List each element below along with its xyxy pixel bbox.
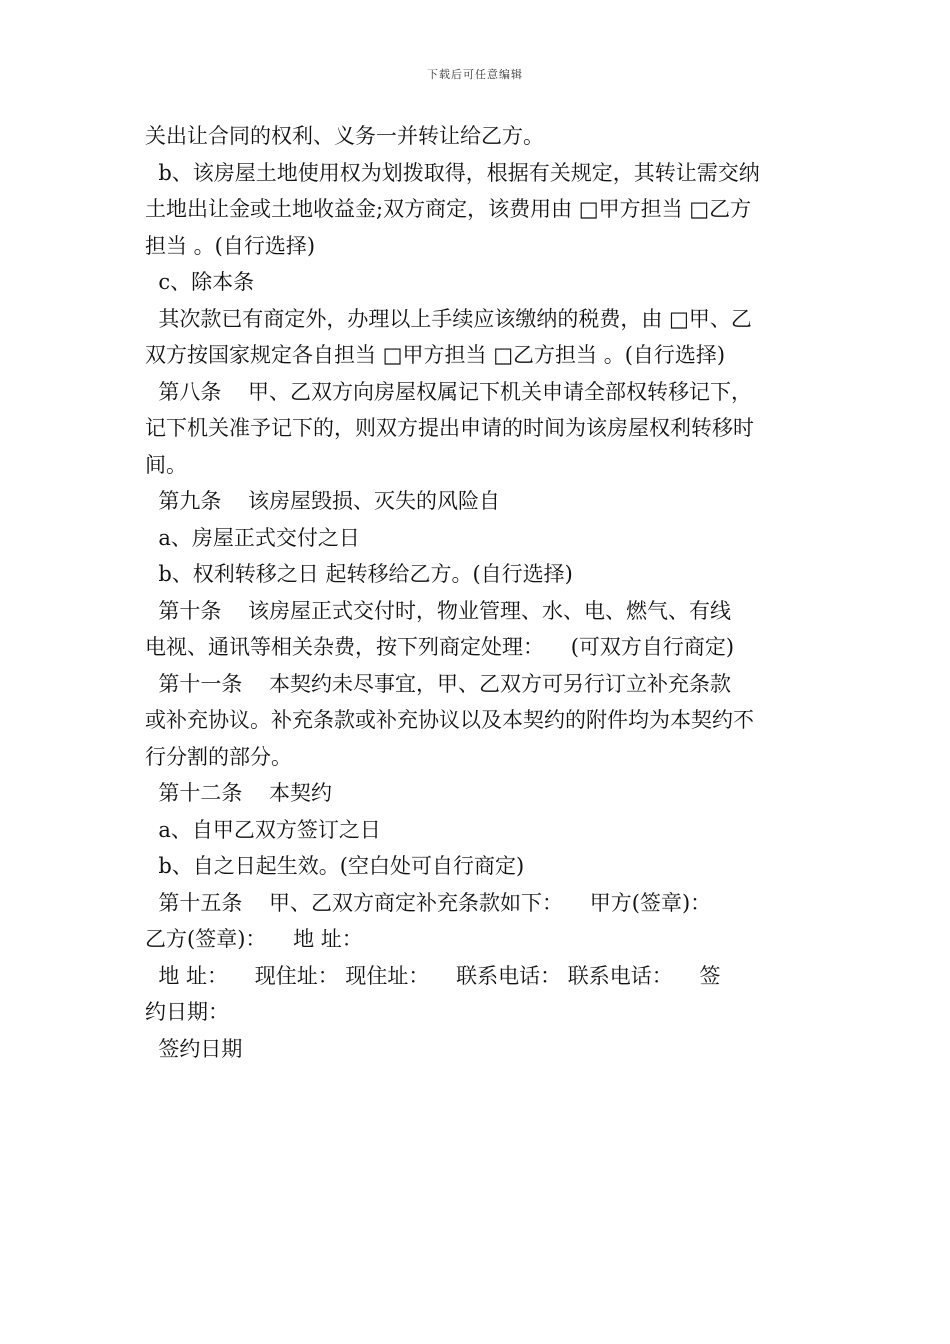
text-line: 双方按国家规定各自担当 □甲方担当 □乙方担当 。(自行选择) [145, 343, 726, 367]
text-line: 第八条 甲、乙双方向房屋权属记下机关申请全部权转移记下， [145, 379, 753, 404]
text-line: 第十五条 甲、乙双方商定补充条款如下： 甲方(签章)： [145, 890, 712, 915]
contract-body [145, 118, 825, 1067]
page-header: 下载后可任意编辑 [427, 68, 523, 81]
text-line: a、自甲乙双方签订之日 [145, 817, 381, 842]
text-line: 记下机关准予记下的，则双方提出申请的时间为该房屋权利转移时 [145, 416, 754, 440]
text-line: 其次款已有商定外，办理以上手续应该缴纳的税费，由 □甲、乙 [145, 306, 752, 331]
text-line: b、该房屋土地使用权为划拨取得，根据有关规定，其转让需交纳 [145, 160, 760, 185]
text-line: a、房屋正式交付之日 [145, 525, 360, 550]
text-line: c、除本条 [145, 270, 255, 294]
text-line: 约日期： [145, 1000, 229, 1024]
text-line: 间。 [145, 452, 187, 477]
text-line: 第十一条 本契约未尽事宜，甲、乙双方可另行订立补充条款 [145, 671, 732, 696]
text-line: 关出让合同的权利、义务一并转让给乙方。 [145, 124, 544, 148]
text-line: 签约日期 [145, 1036, 243, 1061]
text-line: 行分割的部分。 [145, 744, 292, 769]
text-line: 第九条 该房屋毁损、灭失的风险自 [145, 489, 501, 513]
text-line: 或补充协议。补充条款或补充协议以及本契约的附件均为本契约不 [145, 708, 754, 732]
text-line: b、权利转移之日 起转移给乙方。(自行选择) [145, 562, 573, 586]
text-line: 土地出让金或土地收益金;双方商定，该费用由 □甲方担当 □乙方 [145, 197, 752, 221]
text-line: 地 址： 现住址： 现住址： 联系电话： 联系电话： 签 [145, 963, 721, 988]
text-line: 第十条 该房屋正式交付时，物业管理、水、电、燃气、有线 [145, 598, 732, 623]
text-line: 电视、通讯等相关杂费，按下列商定处理： (可双方自行商定) [145, 635, 735, 659]
text-line: 担当 。(自行选择) [145, 233, 316, 258]
text-line: 乙方(签章)： 地 址： [145, 927, 363, 951]
text-line: 第十二条 本契约 [145, 781, 333, 805]
text-line: b、自之日起生效。(空白处可自行商定) [145, 854, 525, 878]
